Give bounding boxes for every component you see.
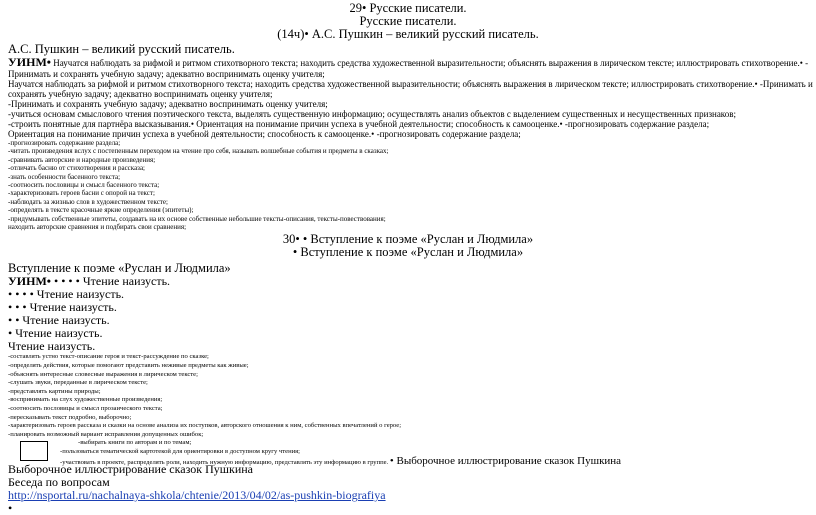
section2-uinm-line	[8, 275, 808, 288]
section1-line-2: Научатся наблюдать за рифмой и ритмом стихотворного текста; находить средства художественной выразительности; объяснять выражения в лирическом тексте; иллюстрировать стихотворение.• -Принимать и	[8, 79, 813, 89]
list-item: -объяснять интересные словесные выражения в лирическом тексте;	[8, 370, 198, 378]
list-item: -соотносить пословицы и смысл басенного текста;	[8, 181, 160, 190]
section1-line-7: Ориентация на понимание причин успеха в учебной деятельности; способность к самооценке.• -прогнозировать содержание раздела;	[8, 129, 521, 139]
section1-small-list	[8, 139, 808, 231]
trailing-bullet: •	[8, 501, 13, 515]
empty-frame	[20, 441, 48, 461]
section1-line-4: -Принимать и сохранять учебную задачу; адекватно воспринимать оценку учителя;	[8, 99, 328, 109]
list-item: -прогнозировать содержание раздела;	[8, 139, 121, 147]
list-item: -участвовать в проекте, распределять роли, находить нужную информацию, представлять эту информацию в группе.	[60, 458, 389, 466]
section1-uinm-line	[8, 56, 808, 69]
lesson-30-heading: 30• • Вступление к поэме «Руслан и Людмила»	[282, 232, 534, 247]
list-item: -характеризовать героев рассказа и сказки на основе анализа их поступков, авторского отношения к ним, собственных впечатлений о герое;	[8, 422, 402, 430]
list-item: -знать особенности басенного текста;	[8, 172, 121, 181]
list-item: -представлять картины природы;	[8, 387, 101, 395]
list-item: -характеризовать героев басни с опорой на текст;	[8, 189, 155, 198]
boxed-note	[8, 439, 808, 467]
section1-line-5: -учиться основам смыслового чтения поэтического текста, выделять существенную информацию; осуществлять анализ объектов с выделением существенных и несущественных признаков;	[8, 109, 736, 119]
uinm-label: УИНМ•	[8, 274, 52, 289]
section1-line-0: Научатся наблюдать за рифмой и ритмом стихотворного текста; находить средства художественной выразительности; объяснять выражения в лирическом тексте; иллюстрировать стихотворение.• -	[51, 58, 809, 68]
illustration-inline: • Выборочное иллюстрирование сказок Пушкина	[389, 454, 622, 467]
section2-title: Вступление к поэме «Руслан и Людмила»	[8, 261, 231, 276]
project-line	[60, 454, 622, 468]
document-page	[8, 1, 813, 515]
list-item: -пересказывать текст подробно, выборочно;	[8, 413, 132, 421]
section2-uinm-text: • • • • Чтение наизусть.	[51, 274, 171, 289]
read-line: • • • • Чтение наизусть.	[8, 287, 125, 302]
list-item: -отличать басню от стихотворения и рассказа;	[8, 164, 146, 173]
section1-title: А.С. Пушкин – великий русский писатель.	[8, 42, 235, 56]
list-item: -сравнивать авторские и народные произведения;	[8, 155, 156, 164]
list-item: -выбирать книги по авторам и по темам;	[78, 439, 192, 447]
list-item: -составлять устно текст-описание героя и текст-рассуждение по сказке;	[8, 353, 209, 361]
list-item: -читать произведения вслух с постепенным переходом на чтение про себя, называть волшебные события и предметы в сказках;	[8, 147, 389, 156]
list-item: -придумывать собственные эпитеты, создавать на их основе собственные небольшие тексты-описания, тексты-повествования;	[8, 214, 386, 223]
read-line: • Чтение наизусть.	[8, 326, 103, 341]
lesson-29-heading: 29• Русские писатели.	[349, 1, 467, 15]
list-item: -планировать возможный вариант исправления допущенных ошибок;	[8, 430, 204, 438]
list-item: -определять действия, которые помогают представить неживые предметы как живые;	[8, 362, 249, 370]
read-line: • • Чтение наизусть.	[8, 313, 110, 328]
biography-link[interactable]: http://nsportal.ru/nachalnaya-shkola/chtenie/2013/04/02/as-pushkin-biografiya	[8, 488, 386, 503]
questions-line: Беседа по вопросам	[8, 475, 110, 490]
topic-heading: (14ч)• А.С. Пушкин – великий русский писатель.	[277, 27, 539, 41]
list-item: находить авторские сравнения и подбирать свои сравнения;	[8, 223, 187, 232]
section-heading: Русские писатели.	[359, 14, 457, 28]
lesson-30-subheading: • Вступление к поэме «Руслан и Людмила»	[292, 245, 524, 260]
boxed-note-lines	[60, 439, 621, 467]
illustration-line: Выборочное иллюстрирование сказок Пушкина	[8, 462, 254, 477]
list-item: -воспринимать на слух художественные произведения;	[8, 396, 163, 404]
section1-line-3: сохранять учебную задачу; адекватно воспринимать оценку учителя;	[8, 89, 273, 99]
list-item: -наблюдать за жизнью слов в художественном тексте;	[8, 197, 168, 206]
list-item: -пользоваться тематической картотекой для ориентировки в доступном кругу чтения;	[60, 448, 301, 455]
read-line: Чтение наизусть.	[8, 339, 96, 354]
read-line: • • • Чтение наизусть.	[8, 300, 117, 315]
uinm-label: УИНМ•	[8, 55, 52, 69]
section1-line-1: Принимать и сохранять учебную задачу; адекватно воспринимать оценку учителя;	[8, 69, 325, 79]
section1-line-6: -строить понятные для партнёра высказывания.• Ориентация на понимание причин успеха в учебной деятельности; способность к самооценке.• -прогнозировать содержание раздела;	[8, 119, 710, 129]
list-item: -соотносить пословицы и смысл прозаического текста;	[8, 405, 163, 413]
list-item: -определять в тексте красочные яркие определения (эпитеты);	[8, 206, 194, 215]
section2-small-list	[8, 353, 808, 439]
list-item: -слушать звуки, переданные в лирическом тексте;	[8, 379, 148, 387]
